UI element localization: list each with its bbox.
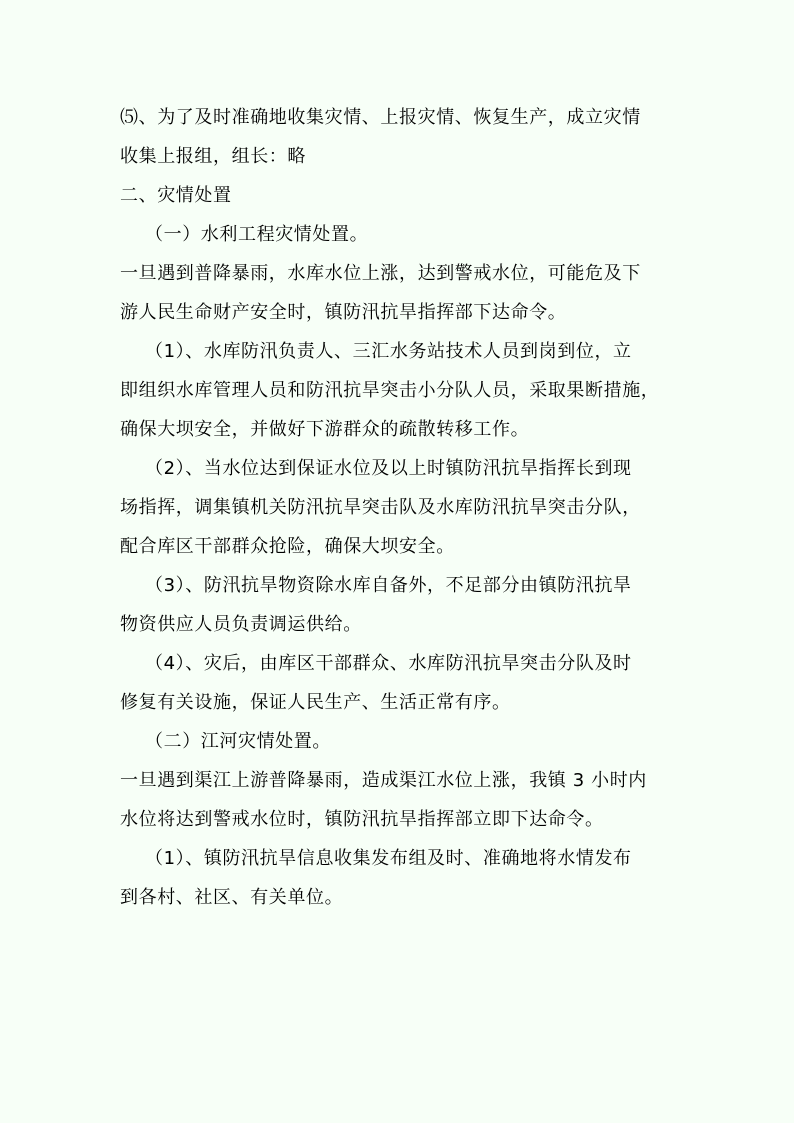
paragraph-line: 物资供应人员负责调运供给。 xyxy=(120,614,362,635)
paragraph-line: 一旦遇到普降暴雨，水库水位上涨，达到警戒水位，可能危及下 xyxy=(120,263,641,284)
paragraph-line: 即组织水库管理人员和防汛抗旱突击小分队人员，采取果断措施， xyxy=(120,380,660,401)
paragraph-line: 收集上报组，组长：略 xyxy=(120,146,306,167)
paragraph-line: 配合库区干部群众抢险，确保大坝安全。 xyxy=(120,536,455,557)
paragraph-line: 到各村、社区、有关单位。 xyxy=(120,887,344,908)
paragraph-line: （4）、灾后，由库区干部群众、水库防汛抗旱突击分队及时 xyxy=(145,653,632,674)
paragraph-line: ⑸、为了及时准确地收集灾情、上报灾情、恢复生产，成立灾情 xyxy=(120,107,641,128)
paragraph-line: （1）、镇防汛抗旱信息收集发布组及时、准确地将水情发布 xyxy=(145,848,632,869)
subsection-heading: （二）江河灾情处置。 xyxy=(145,731,331,752)
paragraph-line: 游人民生命财产安全时，镇防汛抗旱指挥部下达命令。 xyxy=(120,302,567,323)
subsection-heading: （一）水利工程灾情处置。 xyxy=(145,224,369,245)
section-heading: 二、灾情处置 xyxy=(120,185,232,206)
paragraph-line: 一旦遇到渠江上游普降暴雨，造成渠江水位上涨，我镇 3 小时内 xyxy=(120,770,647,791)
paragraph-line: 修复有关设施，保证人民生产、生活正常有序。 xyxy=(120,692,511,713)
paragraph-line: （1）、水库防汛负责人、三汇水务站技术人员到岗到位，立 xyxy=(145,341,632,362)
paragraph-line: （2）、当水位达到保证水位及以上时镇防汛抗旱指挥长到现 xyxy=(145,458,632,479)
paragraph-line: 确保大坝安全，并做好下游群众的疏散转移工作。 xyxy=(120,419,530,440)
document-body xyxy=(120,98,680,917)
paragraph-line: （3）、防汛抗旱物资除水库自备外，不足部分由镇防汛抗旱 xyxy=(145,575,632,596)
paragraph-line: 场指挥，调集镇机关防汛抗旱突击队及水库防汛抗旱突击分队， xyxy=(120,497,641,518)
paragraph-line: 水位将达到警戒水位时，镇防汛抗旱指挥部立即下达命令。 xyxy=(120,809,604,830)
